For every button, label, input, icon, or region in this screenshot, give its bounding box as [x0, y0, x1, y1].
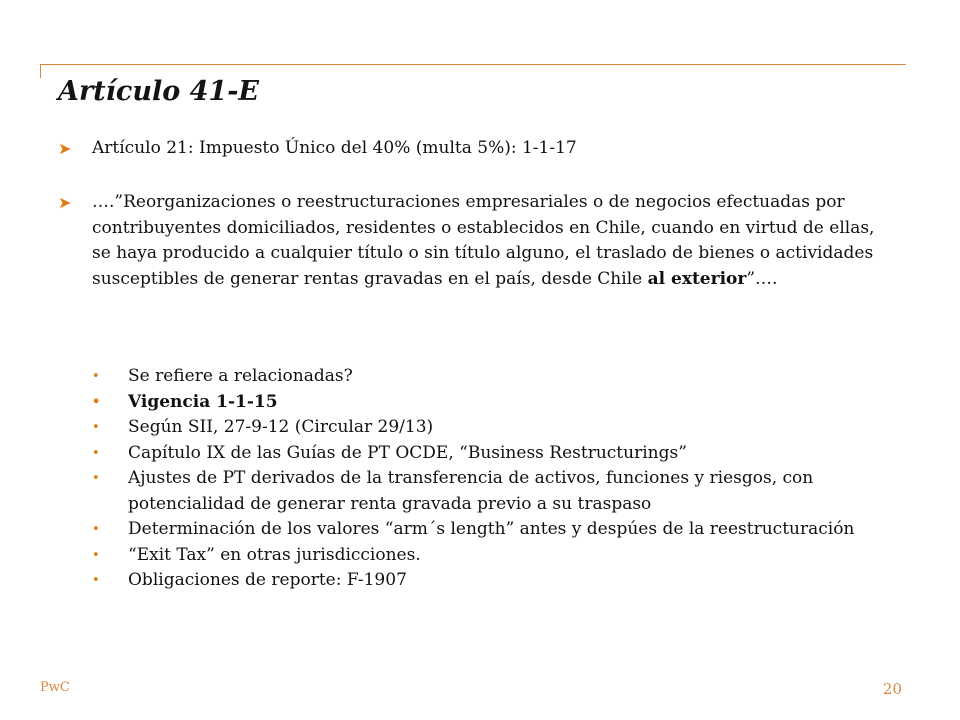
item-1-text: Artículo 21: Impuesto Único del 40% (multa 5%): 1-1-17 [92, 138, 577, 158]
bullet-dot-icon: • [92, 471, 100, 486]
item-2-text [92, 190, 897, 292]
bullet-text: Determinación de los valores “arm´s length” antes y despúes de la reestructuración [128, 519, 855, 539]
bullet-item [92, 543, 932, 569]
bullet-text: Capítulo IX de las Guías de PT OCDE, “Business Restructurings” [128, 442, 687, 463]
bullet-text: Vigencia 1-1-15 [128, 391, 278, 412]
item-2-text-end: ”…. [746, 268, 778, 289]
bullet-item [92, 364, 932, 390]
bullet-text: Ajustes de PT derivados de la transferencia de activos, funciones y riesgos, con potencialidad de generar renta gravada previo a su traspaso [128, 468, 814, 514]
slide-title: Artículo 41-E [58, 76, 259, 107]
bullet-item [92, 568, 932, 594]
bullet-text: Obligaciones de reporte: F-1907 [128, 570, 407, 590]
item-2-text-start: ….”Reorganizaciones o reestructuraciones empresariales o de negocios efectuadas por contribuyentes domiciliados, residentes o establecidos en Chile, cuando en virtud de ellas, se haya producido a cualquier título o sin título alguno, el traslado de bienes o actividades susceptibles de generar rentas gravadas en el país, desde Chile [92, 192, 875, 289]
bullet-dot-icon: • [92, 547, 100, 563]
bullet-text: “Exit Tax” en otras jurisdicciones. [128, 544, 421, 565]
arrow-right-icon: ➤ [58, 193, 72, 212]
footer-brand: PwC [40, 680, 70, 695]
item-2-text-bold: al exterior [647, 268, 747, 289]
slide-frame-top-rule [40, 64, 906, 65]
bullet-dot-icon: • [92, 369, 100, 384]
bullet-text: Según SII, 27-9-12 (Circular 29/13) [128, 417, 434, 437]
bullet-dot-icon: • [92, 573, 100, 588]
page-number: 20 [882, 680, 902, 698]
bullet-item [92, 517, 932, 543]
bullet-item [92, 441, 932, 467]
bullet-dot-icon: • [92, 420, 100, 435]
bullet-item [92, 390, 932, 416]
bullet-item [92, 466, 932, 517]
bullet-dot-icon: • [92, 445, 100, 461]
bullet-dot-icon: • [92, 394, 101, 410]
bullet-item [92, 415, 932, 441]
bullet-text: Se refiere a relacionadas? [128, 366, 353, 386]
bullet-list [92, 364, 932, 594]
bullet-dot-icon: • [92, 522, 100, 537]
slide-frame-left-rule [40, 64, 41, 78]
arrow-right-icon: ➤ [58, 139, 72, 158]
